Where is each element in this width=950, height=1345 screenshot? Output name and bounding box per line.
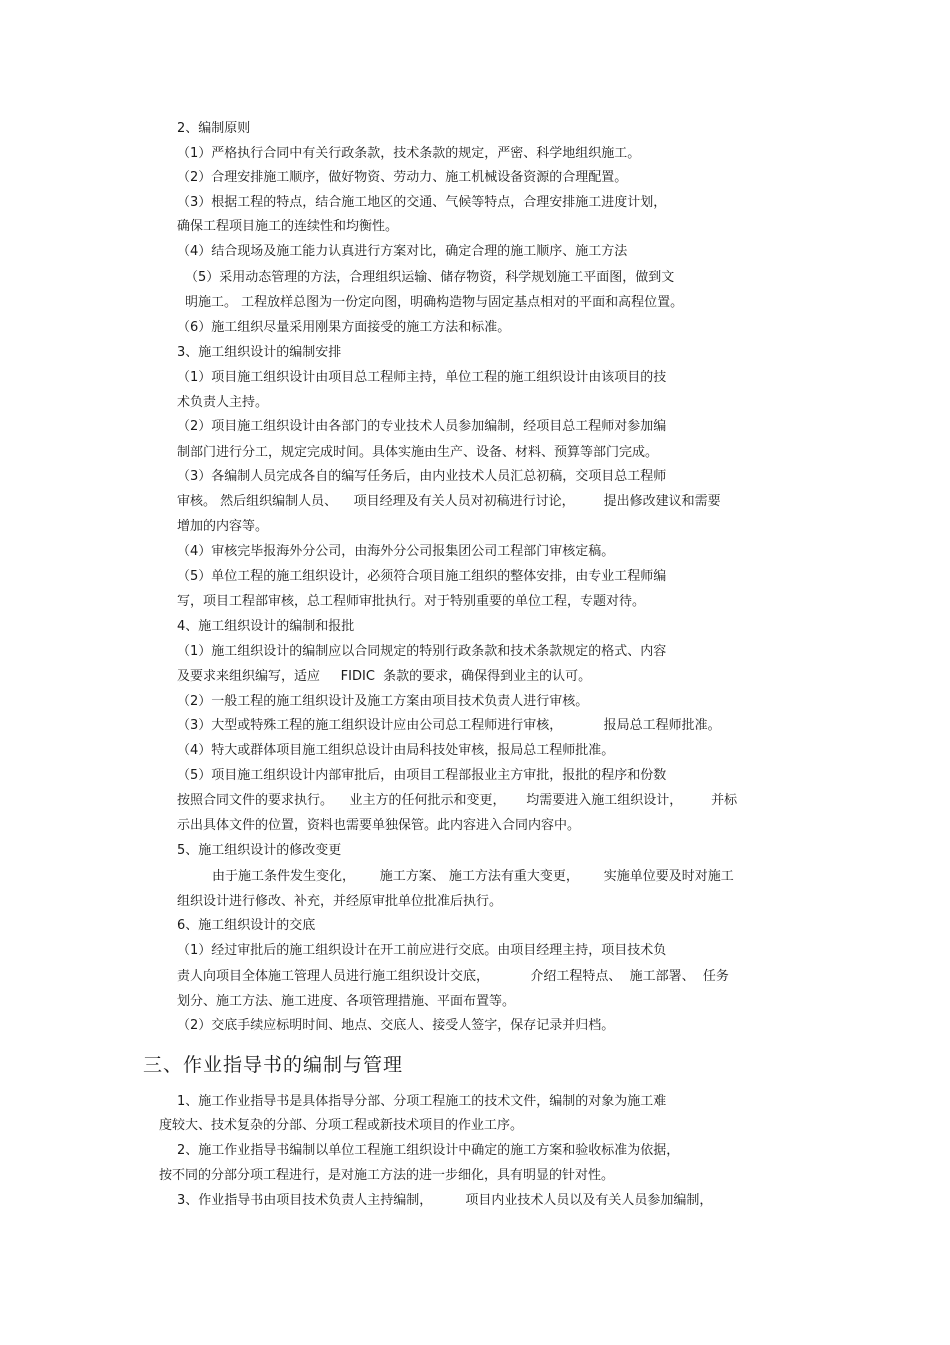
text-line: （6）施工组织尽量采用刚果方面接受的施工方法和标准。 (177, 320, 511, 335)
text-line: 划分、施工方法、施工进度、各项管理措施、平面布置等。 (177, 994, 516, 1009)
text-line: 组织设计进行修改、补充，并经原审批单位批准后执行。 (177, 894, 503, 909)
text-line: （1）经过审批后的施工组织设计在开工前应进行交底。由项目经理主持，项目技术负 (177, 943, 667, 958)
text-line: 明施工。 工程放样总图为一份定向图，明确构造物与固定基点相对的平面和高程位置。 (185, 295, 684, 310)
text-line: （3）大型或特殊工程的施工组织设计应由公司总工程师进行审核， 报局总工程师批准。 (177, 718, 721, 733)
text-line: （4）审核完毕报海外分公司，由海外分公司报集团公司工程部门审核定稿。 (177, 544, 615, 559)
text-line: （3）根据工程的特点，结合施工地区的交通、气候等特点，合理安排施工进度计划， (177, 195, 667, 210)
text-line: 增加的内容等。 (177, 519, 269, 534)
text-line: （2）一般工程的施工组织设计及施工方案由项目技术负责人进行审核。 (177, 694, 589, 709)
section-heading-2: 2、编制原则 (177, 121, 251, 136)
text-line: 确保工程项目施工的连续性和均衡性。 (177, 219, 399, 234)
text-line: （2）合理安排施工顺序，做好物资、劳动力、施工机械设备资源的合理配置。 (177, 170, 628, 185)
text-line: （5）采用动态管理的方法，合理组织运输、储存物资，科学规划施工平面图，做到文 (185, 270, 675, 285)
section-heading-5: 5、施工组织设计的修改变更 (177, 843, 342, 858)
text-line: 及要求来组织编写，适应 FIDIC 条款的要求，确保得到业主的认可。 (177, 669, 592, 684)
section-heading-3: 3、施工组织设计的编制安排 (177, 345, 342, 360)
text-line: 写，项目工程部审核，总工程师审批执行。对于特别重要的单位工程，专题对待。 (177, 594, 646, 609)
chapter-heading: 三、作业指导书的编制与管理 (143, 1054, 404, 1076)
section-heading-6: 6、施工组织设计的交底 (177, 918, 316, 933)
text-line: 按照合同文件的要求执行。 业主方的任何批示和变更， 均需要进入施工组织设计， 并标 (177, 793, 738, 808)
text-line: （3）各编制人员完成各自的编写任务后，由内业技术人员汇总初稿，交项目总工程师 (177, 469, 667, 484)
text-line: 审核。 然后组织编制人员、 项目经理及有关人员对初稿进行讨论， 提出修改建议和需要 (177, 494, 721, 509)
text-line: 3、作业指导书由项目技术负责人主持编制， 项目内业技术人员以及有关人员参加编制， (177, 1193, 713, 1208)
text-line: 制部门进行分工，规定完成时间。具体实施由生产、设备、材料、预算等部门完成。 (177, 445, 659, 460)
text-line: 2、施工作业指导书编制以单位工程施工组织设计中确定的施工方案和验收标准为依据， (177, 1143, 680, 1158)
text-line: （1）严格执行合同中有关行政条款，技术条款的规定，严密、科学地组织施工。 (177, 146, 641, 161)
text-line: （2）项目施工组织设计由各部门的专业技术人员参加编制，经项目总工程师对参加编 (177, 419, 667, 434)
text-line: （1）施工组织设计的编制应以合同规定的特别行政条款和技术条款规定的格式、内容 (177, 644, 667, 659)
text-line: （4）结合现场及施工能力认真进行方案对比，确定合理的施工顺序、施工方法 (177, 244, 628, 259)
text-line: （1）项目施工组织设计由项目总工程师主持，单位工程的施工组织设计由该项目的技 (177, 370, 667, 385)
text-line: 由于施工条件发生变化， 施工方案、 施工方法有重大变更， 实施单位要及时对施工 (212, 869, 734, 884)
section-heading-4: 4、施工组织设计的编制和报批 (177, 619, 355, 634)
text-line: （2）交底手续应标明时间、地点、交底人、接受人签字，保存记录并归档。 (177, 1018, 615, 1033)
text-line: 度较大、技术复杂的分部、分项工程或新技术项目的作业工序。 (159, 1118, 524, 1133)
text-line: （5）单位工程的施工组织设计，必须符合项目施工组织的整体安排，由专业工程师编 (177, 569, 667, 584)
text-line: （4）特大或群体项目施工组织总设计由局科技处审核，报局总工程师批准。 (177, 743, 615, 758)
text-line: 术负责人主持。 (177, 395, 269, 410)
text-line: 按不同的分部分项工程进行，是对施工方法的进一步细化，具有明显的针对性。 (159, 1168, 615, 1183)
text-line: 1、施工作业指导书是具体指导分部、分项工程施工的技术文件，编制的对象为施工难 (177, 1094, 667, 1109)
text-line: 示出具体文件的位置，资料也需要单独保管。此内容进入合同内容中。 (177, 818, 581, 833)
text-line: 责人向项目全体施工管理人员进行施工组织设计交底， 介绍工程特点、 施工部署、 任务 (177, 969, 729, 984)
text-line: （5）项目施工组织设计内部审批后，由项目工程部报业主方审批，报批的程序和份数 (177, 768, 667, 783)
